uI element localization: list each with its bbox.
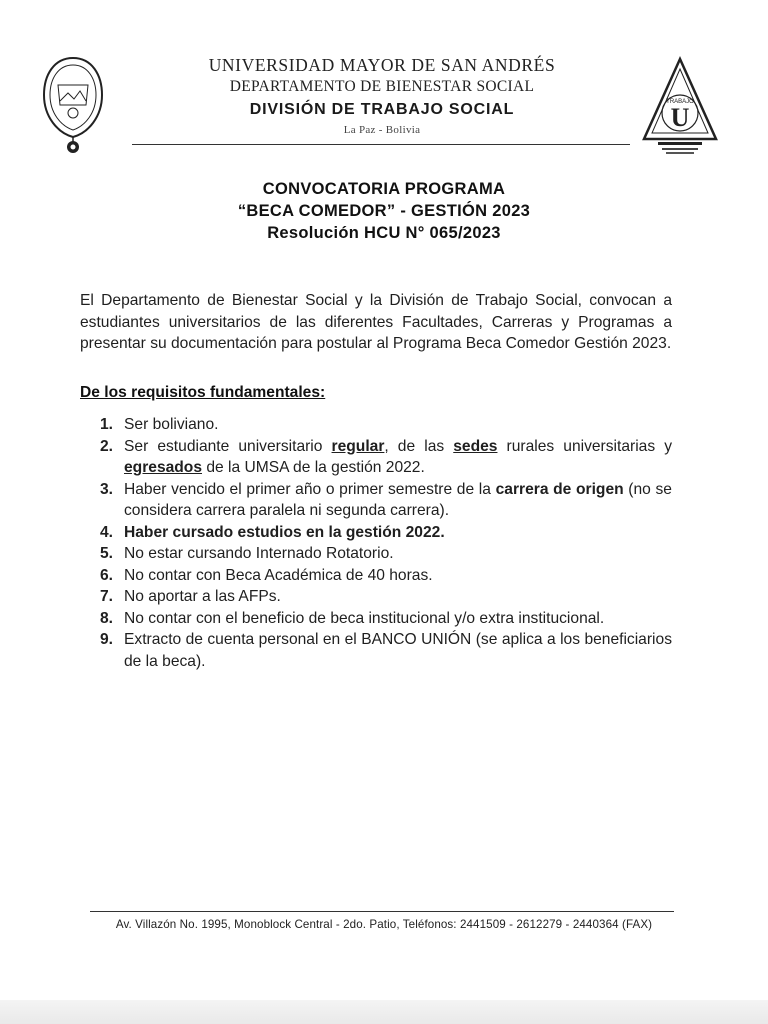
- header-divider: [132, 144, 630, 145]
- university-name: UNIVERSIDAD MAYOR DE SAN ANDRÉS: [208, 55, 556, 75]
- city-location: La Paz - Bolivia: [343, 124, 421, 136]
- item-number: 1.: [100, 416, 114, 433]
- title-line-3: Resolución HCU N° 065/2023: [267, 224, 501, 242]
- item-text: No aportar a las AFPs.: [124, 588, 281, 605]
- scan-edge: [0, 1000, 768, 1024]
- emblem-letter: U: [670, 103, 690, 132]
- list-item: [100, 414, 672, 436]
- division-name: DIVISIÓN DE TRABAJO SOCIAL: [249, 101, 515, 118]
- list-item: [100, 436, 672, 479]
- item-text: Ser estudiante universitario regular, de las sedes rurales universitarias y egresados de la UMSA de la gestión 2022.: [124, 437, 673, 476]
- title-line-2: “BECA COMEDOR” - GESTIÓN 2023: [237, 202, 531, 220]
- item-text: Haber cursado estudios en la gestión 2022.: [124, 523, 445, 541]
- item-number: 2.: [100, 437, 114, 455]
- item-text: No contar con Beca Académica de 40 horas.: [124, 566, 433, 584]
- item-number: 6.: [100, 566, 114, 584]
- list-item: [100, 479, 672, 522]
- requirements-list: [100, 414, 672, 672]
- emblem-label-text: TRABAJO: [666, 99, 694, 105]
- list-item: [100, 565, 672, 587]
- item-text: No estar cursando Internado Rotatorio.: [124, 545, 394, 562]
- department-name: DEPARTAMENTO DE BIENESTAR SOCIAL: [229, 78, 535, 95]
- footer-divider: [90, 911, 674, 912]
- item-number: 5.: [100, 545, 114, 562]
- item-text: Ser boliviano.: [124, 416, 219, 433]
- list-item: [100, 629, 672, 672]
- document-title: [0, 178, 768, 244]
- trabajo-social-emblem-logo: [640, 55, 720, 157]
- item-text: Haber vencido el primer año o primer semestre de la carrera de origen (no se considera carrera paralela ni segunda carrera).: [124, 480, 672, 519]
- letterhead: [150, 54, 614, 138]
- item-number: 4.: [100, 523, 114, 541]
- list-item: [100, 522, 672, 544]
- item-number: 9.: [100, 631, 114, 648]
- list-item: [100, 586, 672, 608]
- footer-address: Av. Villazón No. 1995, Monoblock Central - 2do. Patio, Teléfonos: 2441509 - 2612279 - 2440364 (FAX): [115, 918, 653, 931]
- item-text: Extracto de cuenta personal en el BANCO UNIÓN (se aplica a los beneficiarios de la beca).: [124, 631, 672, 670]
- title-line-1: CONVOCATORIA PROGRAMA: [262, 180, 506, 198]
- intro-paragraph: El Departamento de Bienestar Social y la División de Trabajo Social, convocan a estudiantes universitarios de las diferentes Facultades, Carreras y Programas a presentar su documentación para postular al Programa Beca Comedor Gestión 2023.: [80, 292, 672, 352]
- item-number: 8.: [100, 609, 114, 627]
- requirements-heading: De los requisitos fundamentales:: [80, 384, 326, 401]
- item-number: 3.: [100, 480, 114, 498]
- item-number: 7.: [100, 588, 114, 605]
- item-text: No contar con el beneficio de beca institucional y/o extra institucional.: [124, 609, 605, 627]
- list-item: [100, 608, 672, 630]
- list-item: [100, 543, 672, 565]
- university-seal-logo: [40, 55, 106, 155]
